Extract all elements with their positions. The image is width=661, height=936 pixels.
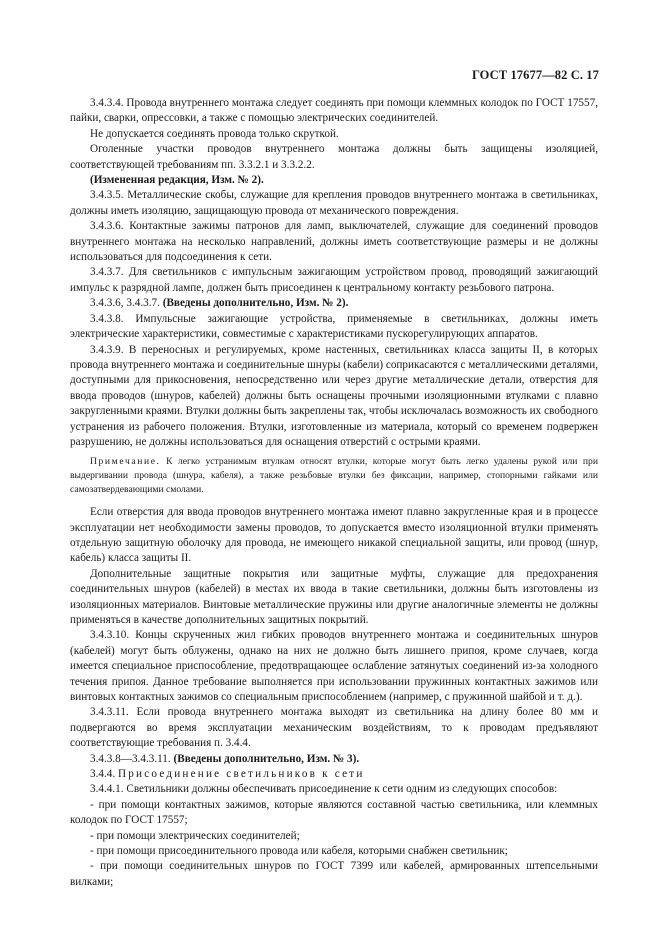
page-header: ГОСТ 17677—82 С. 17 — [471, 68, 599, 82]
amendment-added-2 — [70, 296, 598, 311]
note — [70, 455, 598, 496]
section-number: 3.4.4. — [90, 768, 118, 781]
paragraph-3-4-3-6: 3.4.3.6. Контактные зажимы патронов для ламп, выключателей, служащие для соединений проводов внутреннего монтажа на несколько направлений, должны иметь соответствующие размеры и не должны использоваться для подсоединения к сети. — [70, 220, 598, 264]
paragraph-3-4-3-8: 3.4.3.8. Импульсные зажигающие устройства, применяемые в светильниках, должны иметь электрические характеристики, совместимые с характеристиками пускорегулирующих аппаратов. — [70, 312, 598, 341]
note-label: Примечание. — [90, 456, 161, 468]
amendment-added-3-text: (Введены дополнительно, Изм. № 3). — [173, 752, 360, 765]
document-body — [70, 96, 598, 890]
paragraph-3-4-3-4: 3.4.3.4. Провода внутреннего монтажа следует соединять при помощи клеммных колодок по ГОСТ 17557, пайки, сварки, опрессовки, а также с помощью электрических соединителей. — [70, 97, 598, 125]
paragraph-3-4-3-11: 3.4.3.11. Если провода внутреннего монтажа выходят из светильника на длину более 80 мм и подвергаются во время эксплуатации механическим воздействиям, то к проводам предъявляют соответствующие требования п. 3.4.4. — [70, 706, 598, 750]
paragraph-3-4-3-10: 3.4.3.10. Концы скрученных жил гибких проводов внутреннего монтажа и соединительных шнуров (кабелей) могут быть облужены, однако на них не должно быть лишнего припоя, кроме случаев, когда имеется специальное приспособление, предотвращающее ослабление затянутых соединений из-за холодного течения припоя. Данное требование выполняется при использовании пружинных контактных зажимов или винтовых контактных зажимов со специальным приспособлением (например, с пружинной шайбой и т. д.). — [70, 629, 598, 703]
paragraph-3-4-3-7: 3.4.3.7. Для светильников с импульсным зажигающим устройством провод, проводящий зажигающий импульс к разрядной лампе, должен быть присоединен к центральному контакту резьбового патрона. — [70, 266, 598, 294]
paragraph-no-twist: Не допускается соединять провода только скруткой. — [90, 127, 339, 140]
amendment-note-2: (Измененная редакция, Изм. № 2). — [90, 174, 264, 187]
section-title: Присоединение светильников к сети — [117, 768, 365, 781]
paragraph-rounded-holes: Если отверстия для ввода проводов внутреннего монтажа имеют плавно закругленные края и в процессе эксплуатации нет необходимости замены проводов, то допускается вместо изоляционной втулки применять отдельную защитную оболочку для провода, не имеющего никакой специальной защиты, или провод (шнур, кабель) класса защиты II. — [70, 506, 598, 565]
list-item: - при помощи соединительных шнуров по ГОСТ 7399 или кабелей, армированных штепсельными вилками; — [70, 860, 598, 888]
paragraph-bare-wires: Оголенные участки проводов внутреннего монтажа должны быть защищены изоляцией, соответствующей требованиям пп. 3.3.2.1 и 3.3.2.2. — [70, 143, 598, 171]
paragraph-3-4-3-5: 3.4.3.5. Металлические скобы, служащие для крепления проводов внутреннего монтажа в светильниках, должны иметь изоляцию, защищающую провода от механического повреждения. — [70, 189, 598, 217]
paragraph-3-4-3-9: 3.4.3.9. В переносных и регулируемых, кроме настенных, светильниках класса защиты II, в которых провода внутреннего монтажа и соединительные шнуры (кабели) соприкасаются с металлическими деталями, доступными для прикосновения, непосредственно или через другие металлические детали, отверстия для ввода проводов (шнуров, кабелей) должны быть оснащены прочными изоляционными втулками с плавно закругленными краями. Втулки должны быть закреплены так, чтобы исключалась возможность их свободного устранения из рабочего положения. Втулки, изготовленные из материала, который со временем подвержен разрушению, не должны использоваться для оснащения отверстий с острыми краями. — [70, 343, 598, 448]
list-item: - при помощи электрических соединителей; — [90, 829, 300, 842]
section-3-4-4-heading — [70, 767, 598, 782]
note-text: К легко устранимым втулкам относят втулки, которые могут быть легко удалены рукой или при выдергивании провода (шнура, кабеля), а также резьбовые втулки без фиксации, например, стопорными гайками или самозатвердевающими смолами. — [70, 456, 598, 495]
paragraph-3-4-4-1: 3.4.4.1. Светильники должны обеспечивать присоединение к сети одним из следующих способов: — [90, 783, 558, 796]
list-item: - при помощи контактных зажимов, которые являются составной частью светильника, или клеммных колодок по ГОСТ 17557; — [70, 798, 598, 827]
list-item: - при помощи присоединительного провода или кабеля, которыми снабжен светильник; — [90, 845, 508, 858]
amendment-added-2-text: (Введены дополнительно, Изм. № 2). — [162, 297, 349, 310]
paragraph-protective-coatings: Дополнительные защитные покрытия или защитные муфты, служащие для предохранения соединительных шнуров (кабелей) в местах их ввода в такие светильники, должны быть изготовлены из изоляционных материалов. Винтовые металлические пружины или другие аналогичные элементы не должны применяться в качестве дополнительных защитных покрытий. — [70, 567, 598, 626]
amendment-added-3 — [70, 752, 598, 767]
amendment-added-3-ref: 3.4.3.8—3.4.3.11. — [90, 752, 174, 765]
amendment-added-2-ref: 3.4.3.6, 3.4.3.7. — [90, 297, 163, 310]
